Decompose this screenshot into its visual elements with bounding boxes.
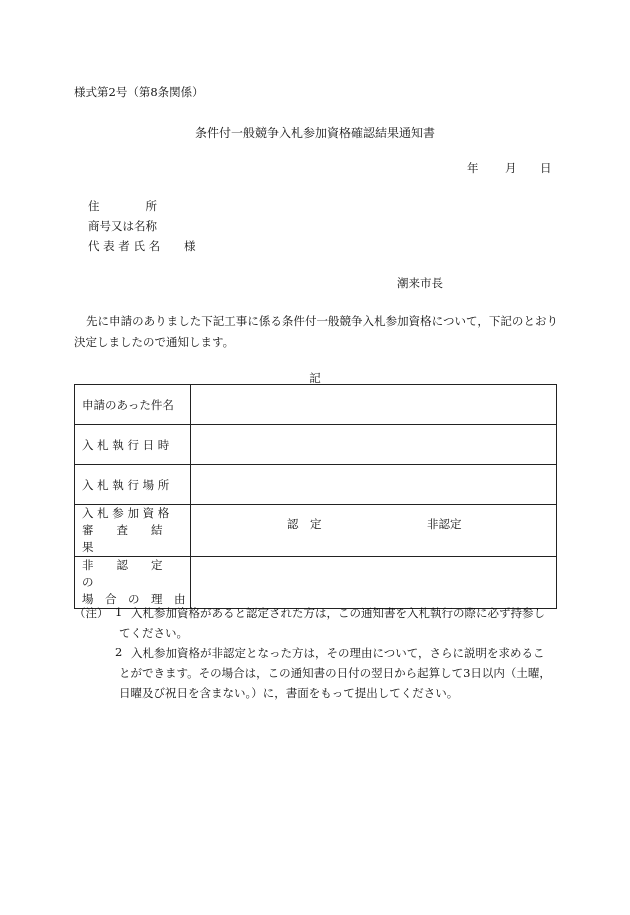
note-2-line-2: とができます。その場合は，この通知書の日付の翌日から起算して3日以内（土曜， bbox=[119, 666, 551, 680]
note-number-1: 1 bbox=[115, 605, 123, 619]
result-options-cell bbox=[191, 505, 557, 557]
reason-label-line2: 場 合 の 理 由 bbox=[82, 592, 186, 606]
body-paragraph: 先に申請のありました下記工事に係る条件付一般競争入札参加資格について，下記のとおり決定しましたので通知します。 bbox=[74, 314, 558, 349]
notes-prefix: （注） bbox=[74, 606, 109, 620]
row-label-reason bbox=[75, 557, 191, 609]
row-value-subject bbox=[191, 385, 557, 425]
row-value-bid-place bbox=[191, 465, 557, 505]
sender-mayor: 潮来市長 bbox=[397, 276, 443, 290]
note-number-2: 2 bbox=[115, 645, 123, 659]
table-row bbox=[75, 505, 557, 557]
note-2-line-3: 日曜及び祝日を含まない。）に，書面をもって提出してください。 bbox=[119, 686, 459, 700]
table-row bbox=[75, 465, 557, 505]
row-value-reason bbox=[191, 557, 557, 609]
note-1-line-2: てください。 bbox=[119, 626, 188, 640]
date-month: 月 bbox=[505, 161, 517, 175]
form-number: 様式第2号（第8条関係） bbox=[74, 85, 204, 99]
date-day: 日 bbox=[540, 161, 552, 175]
row-label-bid-place: 入 札 執 行 場 所 bbox=[75, 465, 191, 505]
result-option-approved: 認 定 bbox=[287, 517, 322, 531]
table-row bbox=[75, 425, 557, 465]
reason-label-line1: 非 認 定 の bbox=[82, 558, 186, 589]
info-table bbox=[74, 384, 557, 609]
note-1-line-1: 入札参加資格があると認定された方は，この通知書を入札執行の際に必ず持参し bbox=[131, 606, 545, 620]
result-option-not-approved: 非認定 bbox=[427, 517, 462, 531]
ki-label: 記 bbox=[309, 371, 321, 385]
document-title: 条件付一般競争入札参加資格確認結果通知書 bbox=[194, 126, 435, 140]
row-value-bid-datetime bbox=[191, 425, 557, 465]
note-2-line-1: 入札参加資格が非認定となった方は，その理由について，さらに説明を求めるこ bbox=[131, 646, 545, 660]
table-row bbox=[75, 557, 557, 609]
row-label-bid-datetime: 入 札 執 行 日 時 bbox=[75, 425, 191, 465]
table-row bbox=[75, 385, 557, 425]
address-label: 住 所 bbox=[88, 199, 157, 213]
honorific: 様 bbox=[184, 239, 196, 253]
result-label-line1: 入 札 参 加 資 格 bbox=[82, 506, 170, 520]
result-label-line2: 審 査 結 果 bbox=[82, 523, 186, 554]
row-label-result bbox=[75, 505, 191, 557]
company-name-label: 商号又は名称 bbox=[88, 219, 157, 233]
representative-label: 代 表 者 氏 名 bbox=[88, 239, 161, 253]
date-year: 年 bbox=[467, 161, 479, 175]
row-label-subject: 申請のあった件名 bbox=[75, 385, 191, 425]
